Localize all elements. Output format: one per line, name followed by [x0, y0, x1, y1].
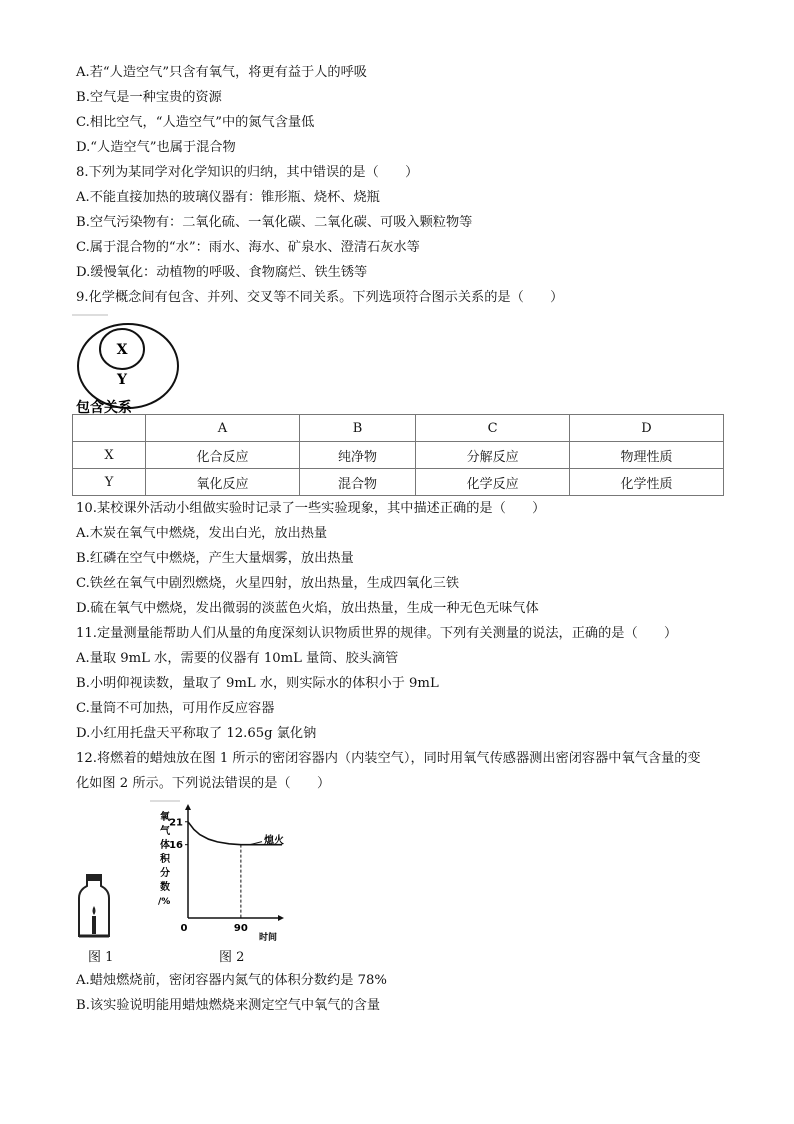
q8-option-c: C.属于混合物的“水”：雨水、海水、矿泉水、澄清石灰水等	[76, 240, 420, 255]
table-cell: C	[416, 415, 570, 442]
x-axis-label: 时间	[258, 933, 278, 943]
q11-option-a: A.量取 9mL 水，需要的仪器有 10mL 量筒、胶头滴管	[76, 651, 399, 666]
q10-option-b: B.红磷在空气中燃烧，产生大量烟雾，放出热量	[76, 551, 354, 566]
table-cell: 化学反应	[416, 469, 570, 496]
svg-text:氧: 氧	[160, 812, 170, 823]
diagram-label-x: X	[116, 342, 128, 358]
svg-text:数: 数	[160, 882, 170, 893]
table-cell: X	[73, 442, 146, 469]
q11-stem: 11.定量测量能帮助人们从量的角度深刻认识物质世界的规律。下列有关测量的说法，正确的是（ ）	[76, 626, 678, 641]
table-row	[73, 469, 724, 496]
table-cell: A	[146, 415, 300, 442]
oxygen-content-chart	[150, 800, 290, 945]
q10-stem: 10.某校课外活动小组做实验时记录了一些实验现象，其中描述正确的是（ ）	[76, 501, 546, 516]
table-cell: 物理性质	[570, 442, 724, 469]
diagram-label-y: Y	[117, 372, 127, 388]
figure-1-label: 图 1	[88, 950, 114, 965]
table-cell	[73, 415, 146, 442]
svg-text:积: 积	[160, 854, 170, 865]
q7-option-b: B.空气是一种宝贵的资源	[76, 90, 222, 105]
x-tick-label: 90	[233, 923, 248, 934]
q12-option-a: A.蜡烛燃烧前，密闭容器内氮气的体积分数约是 78%	[76, 973, 387, 988]
x-tick-label: 0	[180, 923, 188, 934]
table-cell: 化学性质	[570, 469, 724, 496]
figure-2-label: 图 2	[219, 950, 245, 965]
y-axis-arrow	[185, 804, 191, 810]
table-cell: 混合物	[299, 469, 415, 496]
q7-option-a: A.若“人造空气”只含有氧气，将更有益于人的呼吸	[76, 65, 367, 80]
q8-stem: 8.下列为某同学对化学知识的归纳，其中错误的是（ ）	[76, 165, 419, 180]
q11-option-c: C.量筒不可加热，可用作反应容器	[76, 701, 275, 716]
table-cell: 化合反应	[146, 442, 300, 469]
svg-text:气: 气	[160, 826, 170, 837]
table-row	[73, 442, 724, 469]
table-cell: 氧化反应	[146, 469, 300, 496]
q8-option-d: D.缓慢氧化：动植物的呼吸、食物腐烂、铁生锈等	[76, 265, 368, 280]
q8-option-b: B.空气污染物有：二氧化硫、一氧化碳、二氧化碳、可吸入颗粒物等	[76, 215, 473, 230]
sealed-bottle-candle-figure	[76, 872, 112, 940]
q10-option-c: C.铁丝在氧气中剧烈燃烧，火星四射，放出热量，生成四氧化三铁	[76, 576, 460, 591]
svg-text:/%: /%	[158, 897, 171, 907]
table-header-row	[73, 415, 724, 442]
q9-options-table	[72, 414, 724, 496]
diagram-caption: 包含关系	[76, 400, 132, 416]
q12-stem-line1: 12.将燃着的蜡烛放在图 1 所示的密闭容器内（内装空气），同时用氧气传感器测出密闭容器中氧气含量的变	[76, 751, 701, 766]
outer-circle	[78, 324, 178, 408]
svg-text:分: 分	[160, 868, 170, 879]
q12-stem-line2: 化如图 2 所示。下列说法错误的是（ ）	[76, 776, 331, 791]
q9-stem: 9.化学概念间有包含、并列、交叉等不同关系。下列选项符合图示关系的是（ ）	[76, 290, 564, 305]
containment-diagram	[72, 314, 182, 416]
svg-text:体: 体	[160, 840, 170, 851]
table-cell: D	[570, 415, 724, 442]
q11-option-d: D.小红用托盘天平称取了 12.65g 氯化钠	[76, 726, 317, 741]
q7-option-c: C.相比空气，“人造空气”中的氮气含量低	[76, 115, 315, 130]
table-cell: Y	[73, 469, 146, 496]
table-cell: 分解反应	[416, 442, 570, 469]
y-tick-label: 16	[169, 840, 183, 852]
q7-option-d: D.“人造空气”也属于混合物	[76, 140, 236, 155]
q10-option-a: A.木炭在氧气中燃烧，发出白光，放出热量	[76, 526, 328, 541]
table-cell: 纯净物	[299, 442, 415, 469]
y-tick-label: 21	[169, 817, 183, 829]
q12-option-b: B.该实验说明能用蜡烛燃烧来测定空气中氧气的含量	[76, 998, 381, 1013]
x-axis-arrow	[278, 915, 284, 921]
candle-flame	[93, 906, 96, 915]
q8-option-a: A.不能直接加热的玻璃仪器有：锥形瓶、烧杯、烧瓶	[76, 190, 380, 205]
annotation-label: 熄火	[264, 835, 284, 847]
q11-option-b: B.小明仰视读数，量取了 9mL 水，则实际水的体积小于 9mL	[76, 676, 439, 691]
q10-option-d: D.硫在氧气中燃烧，发出微弱的淡蓝色火焰，放出热量，生成一种无色无味气体	[76, 601, 539, 616]
candle	[92, 916, 96, 934]
table-cell: B	[299, 415, 415, 442]
